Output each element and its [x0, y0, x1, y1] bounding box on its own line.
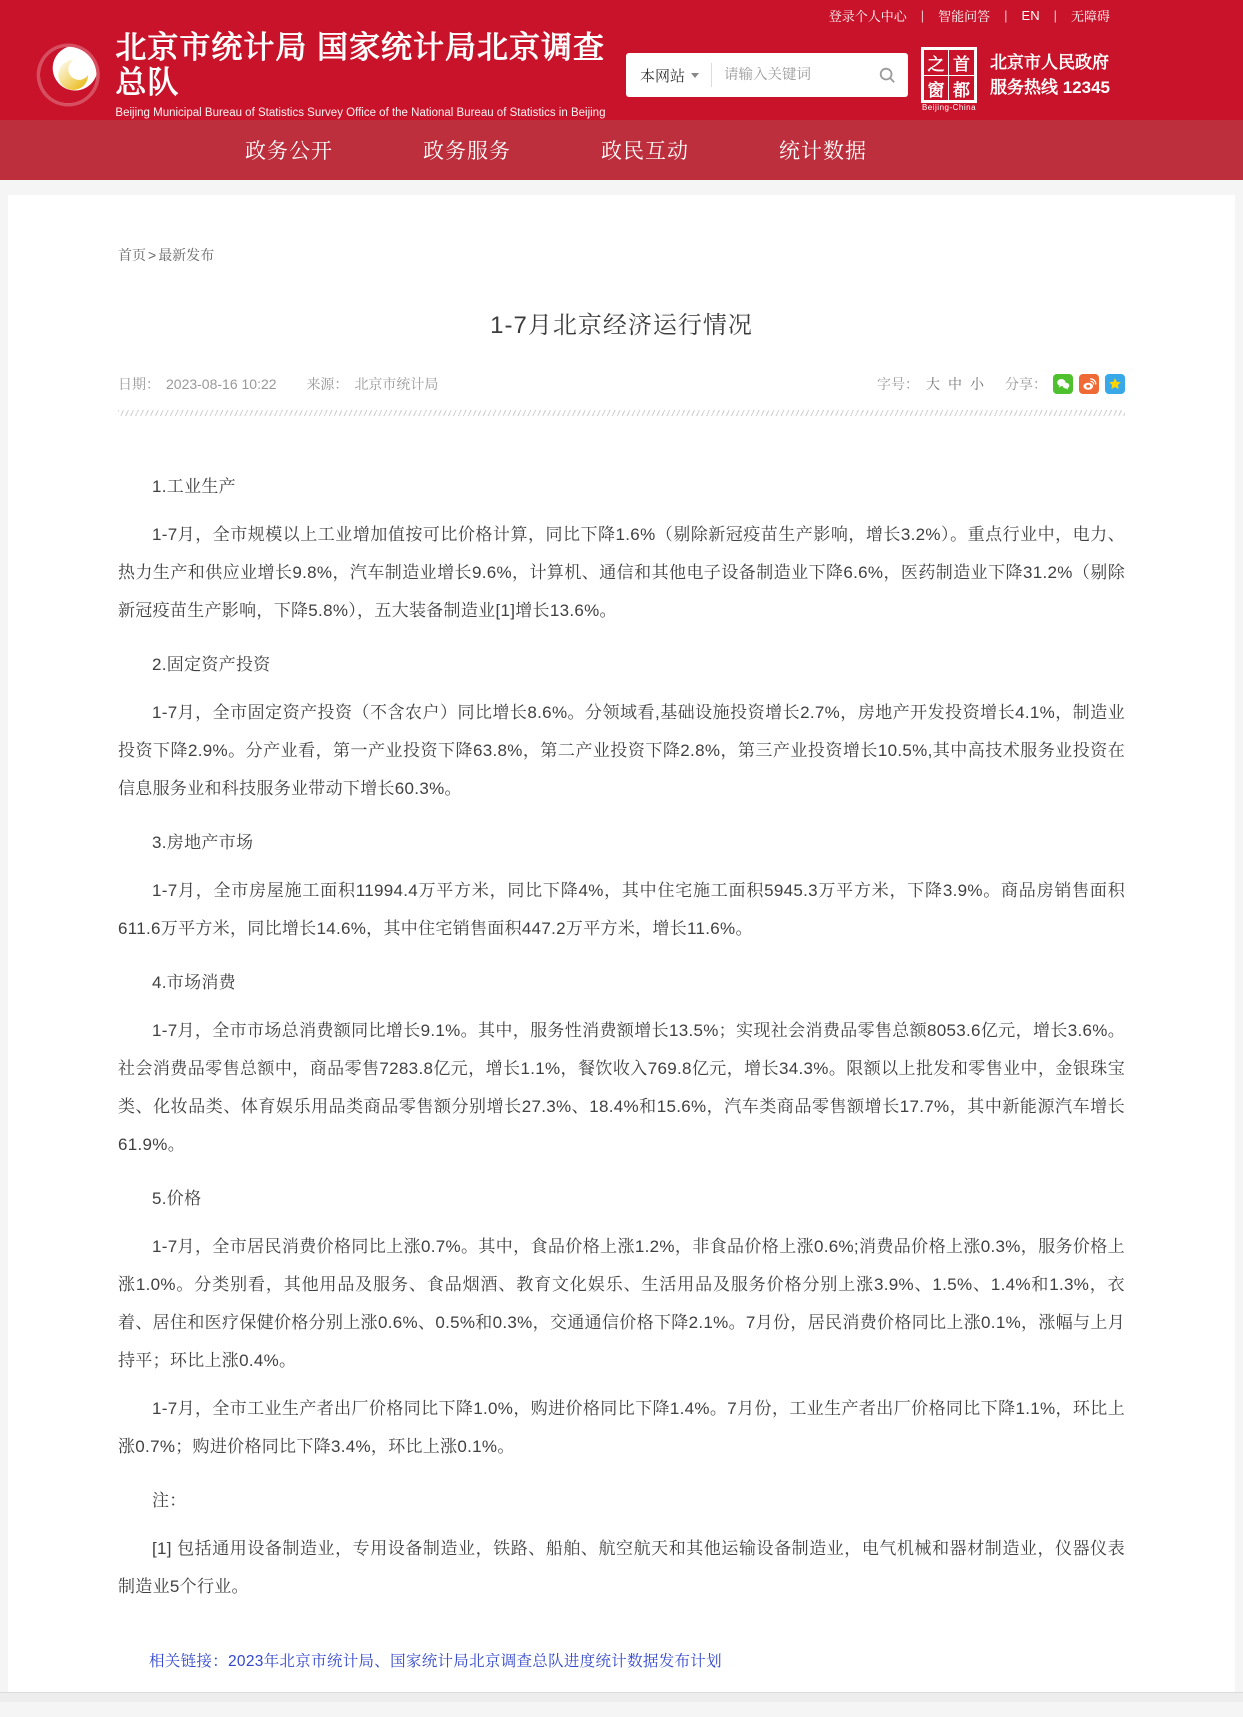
- search-icon: [878, 66, 896, 84]
- article-sections: [118, 468, 1125, 1606]
- search-box: [626, 53, 908, 97]
- site-logo-home-link[interactable]: [35, 31, 626, 118]
- section-heading: 4.市场消费: [152, 973, 236, 992]
- section-heading: 2.固定资产投资: [152, 655, 271, 674]
- breadcrumb-separator: >: [148, 247, 157, 263]
- date-label: 日期：: [118, 376, 160, 392]
- search-scope-label: 本网站: [640, 67, 686, 85]
- article-meta-row: [118, 374, 1125, 394]
- fontsize-label: 字号：: [877, 376, 919, 392]
- breadcrumb-current-link[interactable]: 最新发布: [158, 247, 215, 263]
- fontsize-medium-button[interactable]: 中: [948, 376, 962, 392]
- topbar-link-login[interactable]: 登录个人中心: [828, 8, 907, 24]
- section-heading: 注：: [152, 1491, 187, 1510]
- section-paragraph: [1] 包括通用设备制造业，专用设备制造业，铁路、船舶、航空航天和其他运输设备制造业，电气机械和器材制造业，仪器仪表制造业5个行业。: [118, 1539, 1125, 1596]
- related-link[interactable]: 2023年北京市统计局、国家统计局北京调查总队进度统计数据发布计划: [228, 1653, 722, 1670]
- source-label: 来源：: [306, 376, 349, 392]
- seal-char: 首: [949, 50, 974, 76]
- bureau-logo-icon: [35, 39, 101, 111]
- section-heading: 5.价格: [152, 1189, 202, 1208]
- section-paragraph: 1-7月，全市固定资产投资（不含农户）同比增长8.6%。分领域看,基础设施投资增长2.7%，房地产开发投资增长4.1%，制造业投资下降2.9%。分产业看，第一产业投资下降63.8%，第二产业投资下降2.8%，第三产业投资增长10.5%,其中高技术服务业投资在信息服务业和科技服务业带动下增长60.3%。: [118, 703, 1125, 798]
- chevron-down-icon: [691, 73, 699, 78]
- section-paragraph: 1-7月，全市居民消费价格同比上涨0.7%。其中，食品价格上涨1.2%，非食品价格上涨0.6%;消费品价格上涨0.3%，服务价格上涨1.0%。分类别看，其他用品及服务、食品烟酒、教育文化娱乐、生活用品及服务价格分别上涨3.9%、1.5%、1.4%和1.3%，衣着、居住和医疗保健价格分别上涨0.6%、0.5%和0.3%，交通通信价格下降2.1%。7月份，居民消费价格同比上涨0.1%，涨幅与上月持平；环比上涨0.4%。: [118, 1237, 1125, 1370]
- section-heading: 1.工业生产: [152, 477, 236, 496]
- footer-strip: [0, 1692, 1243, 1702]
- topbar-link-accessibility[interactable]: 无障碍: [1070, 8, 1110, 24]
- section-paragraph: 1-7月，全市市场总消费额同比增长9.1%。其中，服务性消费额增长13.5%；实现社会消费品零售总额8053.6亿元，增长3.6%。社会消费品零售总额中，商品零售7283.8亿元，增长1.1%，餐饮收入769.8亿元，增长34.3%。限额以上批发和零售业中，金银珠宝类、化妆品类、体育娱乐用品类商品零售额分别增长27.3%、18.4%和15.6%，汽车类商品零售额增长17.7%，其中新能源汽车增长61.9%。: [118, 1021, 1125, 1154]
- top-utility-bar: [0, 0, 1243, 30]
- site-title: 北京市统计局 国家统计局北京调查总队: [115, 30, 606, 100]
- date-value: 2023-08-16 10:22: [166, 376, 277, 392]
- page-title: 1-7月北京经济运行情况: [490, 312, 753, 339]
- related-links-row: [118, 1650, 1125, 1674]
- seal-caption: Beijing-China: [921, 103, 977, 112]
- topbar-separator: |: [1053, 7, 1057, 23]
- fontsize-large-button[interactable]: 大: [926, 376, 940, 392]
- article-body: [118, 416, 1125, 1674]
- search-button[interactable]: [876, 64, 898, 86]
- content-card: [8, 195, 1235, 1692]
- nav-item-gov-affairs[interactable]: 政务公开: [245, 140, 333, 163]
- seal-char: 都: [953, 81, 970, 100]
- topbar-separator: |: [1004, 7, 1008, 23]
- gov-hotline-text: 北京市人民政府 服务热线 12345: [990, 53, 1110, 97]
- topbar-link-smart-qa[interactable]: 智能问答: [938, 8, 991, 24]
- search-input[interactable]: [724, 67, 876, 83]
- divider: [711, 63, 712, 87]
- section-paragraph: 1-7月，全市规模以上工业增加值按可比价格计算，同比下降1.6%（剔除新冠疫苗生产影响，增长3.2%）。重点行业中，电力、热力生产和供应业增长9.8%，汽车制造业增长9.6%，计算机、通信和其他电子设备制造业下降6.6%，医药制造业下降31.2%（剔除新冠疫苗生产影响，下降5.8%），五大装备制造业[1]增长13.6%。: [118, 525, 1125, 620]
- article-meta-left: [118, 374, 444, 394]
- wechat-share-icon[interactable]: [1053, 374, 1073, 394]
- main-nav: [0, 120, 1243, 180]
- section-heading: 3.房地产市场: [152, 833, 254, 852]
- section-paragraph: 1-7月，全市工业生产者出厂价格同比下降1.0%，购进价格同比下降1.4%。7月份，工业生产者出厂价格同比下降1.1%，环比上涨0.7%；购进价格同比下降3.4%，环比上涨0.1%。: [118, 1399, 1125, 1456]
- article-meta-right: [877, 374, 1125, 394]
- site-subtitle: Beijing Municipal Bureau of Statistics Survey Office of the National Bureau of Statistics in Beijing: [115, 106, 606, 119]
- section-paragraph: 1-7月，全市房屋施工面积11994.4万平方米，同比下降4%，其中住宅施工面积5945.3万平方米，下降3.9%。商品房销售面积611.6万平方米，同比增长14.6%，其中住宅销售面积447.2万平方米，增长11.6%。: [118, 881, 1125, 938]
- seal-char: 之: [924, 50, 949, 76]
- breadcrumb-home-link[interactable]: 首页: [118, 247, 146, 263]
- fontsize-small-button[interactable]: 小: [970, 376, 984, 392]
- related-links-label: 相关链接：: [149, 1653, 229, 1670]
- seal-char: 窗: [924, 76, 949, 101]
- nav-item-gov-services[interactable]: 政务服务: [423, 140, 511, 163]
- capital-window-seal-logo[interactable]: [921, 47, 977, 112]
- nav-item-interaction[interactable]: 政民互动: [601, 140, 689, 163]
- topbar-link-english[interactable]: EN: [1021, 7, 1040, 23]
- source-value: 北京市统计局: [354, 376, 439, 392]
- nav-item-statistics-data[interactable]: 统计数据: [779, 140, 867, 163]
- site-header: [0, 30, 1243, 120]
- qzone-share-icon[interactable]: [1105, 374, 1125, 394]
- topbar-separator: |: [920, 7, 925, 23]
- share-label: 分享：: [1005, 376, 1047, 392]
- search-scope-dropdown[interactable]: [640, 65, 699, 86]
- breadcrumb: [118, 245, 1125, 265]
- weibo-share-icon[interactable]: [1079, 374, 1099, 394]
